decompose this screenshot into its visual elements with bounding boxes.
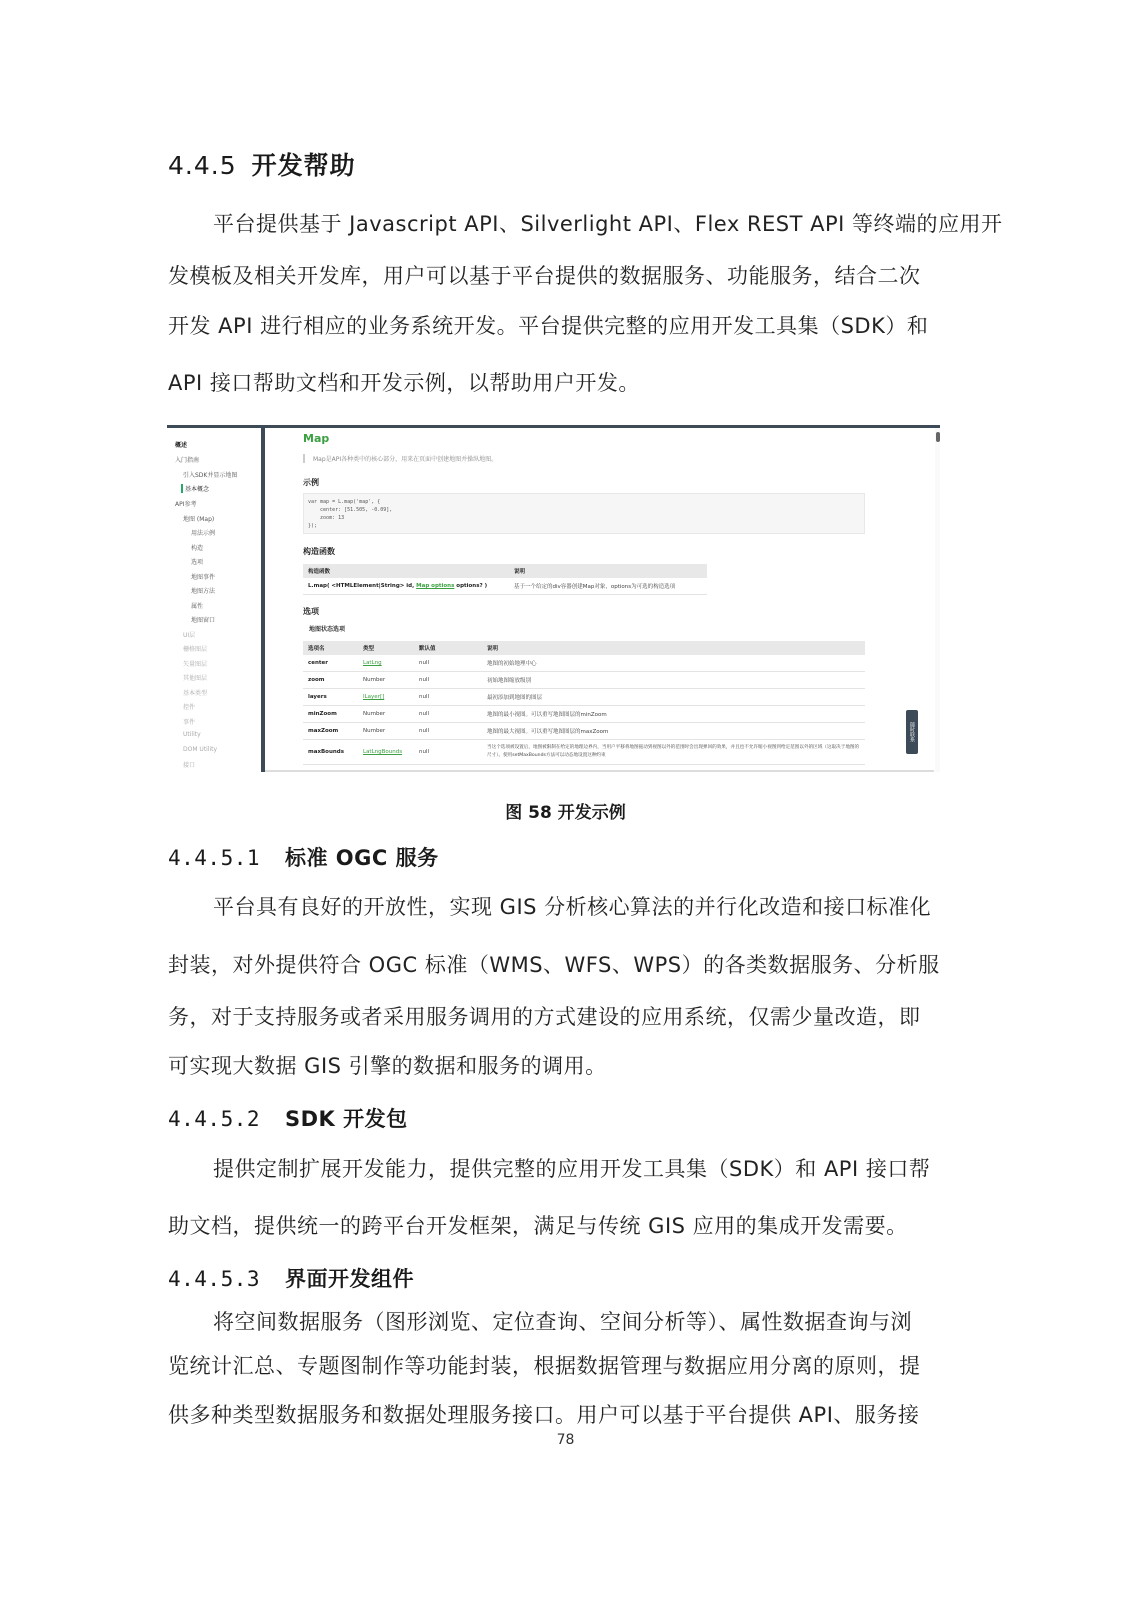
option-name: maxBounds (303, 740, 358, 765)
contact-badge[interactable]: 随时联系 (906, 710, 918, 754)
sidebar-item: UI层 (183, 632, 196, 639)
intro-line-4: API 接口帮助文档和开发示例，以帮助用户开发。 (168, 371, 640, 395)
ctor-heading: 构造函数 (303, 547, 335, 556)
doc-title: Map (303, 432, 330, 445)
sub2-line-2: 助文档，提供统一的跨平台开发框架，满足与传统 GIS 应用的集成开发需要。 (168, 1214, 908, 1238)
doc-description: Map是API各种类中的核心部分，用来在页面中创建地图并操纵地图。 (303, 454, 497, 463)
api-doc-content (267, 428, 940, 772)
option-name: maxZoom (303, 723, 358, 740)
sidebar-item: 地图方法 (191, 588, 216, 595)
content-scrollbar[interactable] (935, 428, 940, 772)
sidebar-item: 引入SDK并显示地图 (183, 472, 238, 479)
sub1-line-1: 平台具有良好的开放性，实现 GIS 分析核心算法的并行化改造和接口标准化 (213, 895, 932, 919)
sidebar-item: 事件 (183, 719, 196, 726)
option-name: minZoom (303, 706, 358, 723)
ctor-header: 说明 (509, 564, 707, 578)
example-heading: 示例 (303, 478, 319, 487)
sub3-line-2: 览统计汇总、专题图制作等功能封装，根据数据管理与数据应用分离的原则，提 (168, 1354, 921, 1378)
code-line: center: [51.505, -0.09], (308, 507, 393, 513)
option-desc: 当这个选项被设置后，地图被限制在给定的地理边界内，当用户平移将地图拖动到视图以外的范围时会出现弹回的效果，并且也不允许缩小视图到给定范围以外的区域（这取决于地图的尺寸）。使用setMaxBounds方法可以动态地设置这种约束 (482, 740, 865, 765)
sub2-line-1: 提供定制扩展开发能力，提供完整的应用开发工具集（SDK）和 API 接口帮 (213, 1157, 931, 1181)
option-desc: 地图的初始地理中心 (482, 655, 865, 672)
subsection-heading (168, 1103, 408, 1133)
option-default: null (414, 706, 482, 723)
option-desc: 最初添加到地图的图层 (482, 689, 865, 706)
subsection-title: 标准 OGC 服务 (285, 846, 439, 870)
subsection-title: 界面开发组件 (285, 1267, 414, 1291)
option-desc: 地图的最大视图。可以重写地图图层的maxZoom (482, 723, 865, 740)
scrollbar-thumb[interactable] (936, 432, 940, 442)
sidebar-item: API参考 (175, 501, 197, 508)
intro-line-3: 开发 API 进行相应的业务系统开发。平台提供完整的应用开发工具集（SDK）和 (168, 314, 929, 338)
option-name: zoom (303, 672, 358, 689)
sidebar-item: 地图 (Map) (183, 516, 215, 523)
options-row (303, 655, 865, 672)
figure-caption: 图 58 开发示例 (505, 803, 626, 823)
map-options-link[interactable]: Map options (416, 583, 455, 589)
option-type-link[interactable]: ILayer[] (358, 689, 414, 706)
horizontal-scrollbar[interactable] (265, 770, 934, 772)
option-default: null (414, 740, 482, 765)
figure-screenshot (167, 425, 940, 772)
sidebar-scrollbar (261, 428, 265, 772)
options-subheading: 地图状态选项 (309, 626, 346, 633)
sidebar-item: 其他图层 (183, 675, 208, 682)
subsection-number: 4.4.5.2 (168, 1107, 261, 1131)
sub1-line-4: 可实现大数据 GIS 引擎的数据和服务的调用。 (168, 1054, 607, 1078)
subsection-title: SDK 开发包 (285, 1107, 408, 1131)
option-name: layers (303, 689, 358, 706)
sub3-line-3: 供多种类型数据服务和数据处理服务接口。用户可以基于平台提供 API、服务接 (168, 1403, 920, 1427)
sidebar-item-active: 基本概念 (181, 484, 209, 493)
sidebar-item: 概述 (175, 442, 188, 449)
sub3-line-1: 将空间数据服务（图形浏览、定位查询、空间分析等）、属性数据查询与浏 (213, 1310, 912, 1334)
sidebar-item: Utility (183, 731, 201, 738)
sidebar-item: 构造 (191, 545, 204, 552)
option-type-link[interactable]: LatLng (358, 655, 414, 672)
option-desc: 地图的最小视图。可以重写地图图层的minZoom (482, 706, 865, 723)
option-desc: 初始地图缩放级别 (482, 672, 865, 689)
api-doc-sidebar (167, 428, 263, 772)
ctor-signature (303, 578, 509, 595)
sidebar-item: 入门指南 (175, 457, 200, 464)
options-row (303, 689, 865, 706)
code-line: var map = L.map('map', { (308, 499, 381, 505)
options-header: 选项名 (303, 641, 358, 655)
subsection-heading (168, 1263, 414, 1293)
ctor-sig-part: L.map( <HTMLElement|String> id, (308, 583, 415, 589)
options-row (303, 672, 865, 689)
option-default: null (414, 689, 482, 706)
option-type: Number (358, 672, 414, 689)
sidebar-item: 属性 (191, 603, 204, 610)
options-header: 说明 (482, 641, 865, 655)
code-line: }); (308, 523, 318, 529)
option-default: null (414, 655, 482, 672)
sidebar-item: 地图窗口 (191, 617, 216, 624)
sidebar-item: 控件 (183, 704, 196, 711)
option-type: Number (358, 706, 414, 723)
subsection-number: 4.4.5.1 (168, 846, 261, 870)
sidebar-item: 选项 (191, 559, 204, 566)
subsection-number: 4.4.5.3 (168, 1267, 261, 1291)
options-row (303, 740, 865, 765)
sidebar-item: 接口 (183, 762, 196, 769)
code-line: zoom: 13 (308, 515, 345, 521)
options-table (303, 641, 865, 765)
ctor-table (303, 564, 707, 595)
sub1-line-3: 务，对于支持服务或者采用服务调用的方式建设的应用系统，仅需少量改造，即 (168, 1005, 921, 1029)
ctor-header: 构造函数 (303, 564, 509, 578)
section-heading (168, 146, 356, 182)
options-header: 默认值 (414, 641, 482, 655)
ctor-sig-part: options? ) (456, 583, 488, 589)
subsection-heading (168, 842, 439, 872)
intro-line-2: 发模板及相关开发库，用户可以基于平台提供的数据服务、功能服务，结合二次 (168, 264, 921, 288)
sidebar-item: DOM Utility (183, 746, 218, 753)
sidebar-item: 栅格图层 (183, 646, 208, 653)
section-title: 开发帮助 (251, 151, 356, 180)
options-header: 类型 (358, 641, 414, 655)
option-default: null (414, 672, 482, 689)
option-name: center (303, 655, 358, 672)
page-number: 78 (556, 1432, 575, 1448)
sidebar-item: 基本类型 (183, 690, 208, 697)
ctor-desc: 基于一个给定的div容器创建Map对象，options为可选的构造选项 (509, 578, 707, 595)
section-number: 4.4.5 (168, 151, 237, 180)
code-example (303, 493, 865, 534)
option-default: null (414, 723, 482, 740)
options-row (303, 723, 865, 740)
option-type: Number (358, 723, 414, 740)
sidebar-item: 用法示例 (191, 530, 216, 537)
options-heading: 选项 (303, 607, 319, 616)
ctor-row (303, 578, 707, 595)
sub1-line-2: 封装，对外提供符合 OGC 标准（WMS、WFS、WPS）的各类数据服务、分析服 (168, 953, 940, 977)
sidebar-item: 矢量图层 (183, 661, 208, 668)
option-type-link[interactable]: LatLngBounds (358, 740, 414, 765)
sidebar-item: 地图事件 (191, 574, 216, 581)
options-row (303, 706, 865, 723)
intro-line-1: 平台提供基于 Javascript API、Silverlight API、Flex REST API 等终端的应用开 (213, 212, 1003, 236)
